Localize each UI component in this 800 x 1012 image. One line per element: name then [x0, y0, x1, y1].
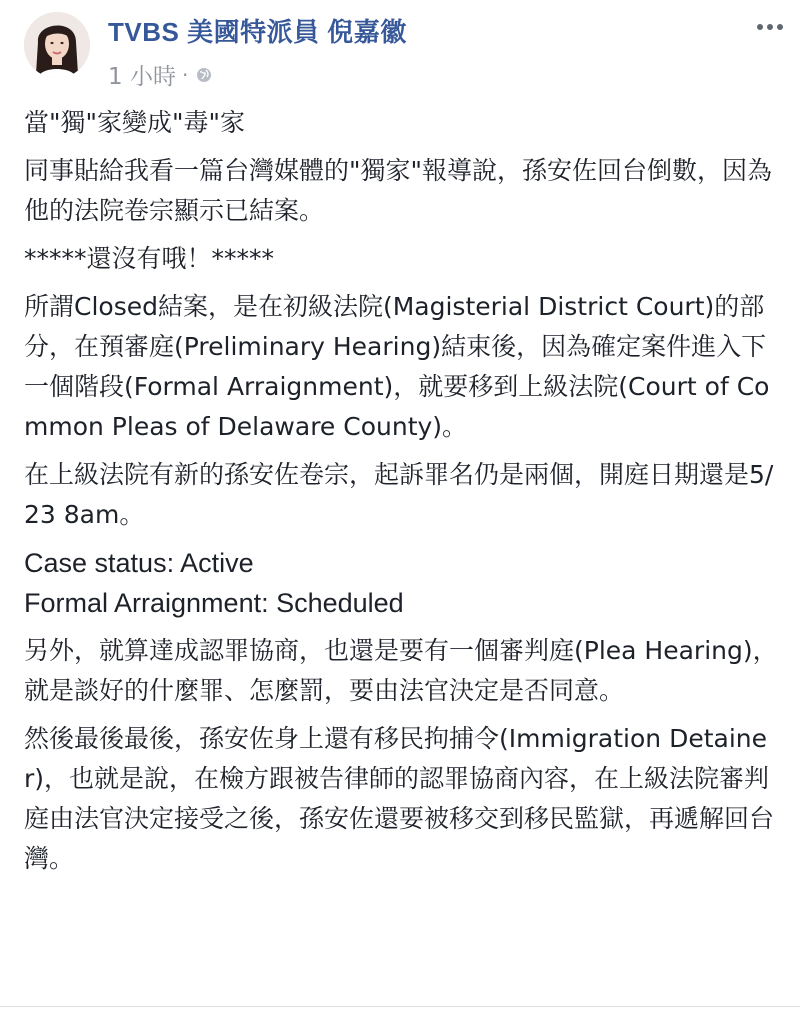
- more-options-icon[interactable]: [756, 18, 784, 30]
- post-paragraph: 另外，就算達成認罪協商，也還是要有一個審判庭(Plea Hearing)，就是談好的什麼罪、怎麼罰，要由法官決定是否同意。: [24, 636, 778, 705]
- meta-separator: ·: [181, 62, 189, 87]
- post-paragraph: 然後最後最後，孫安佐身上還有移民拘捕令(Immigration Detainer)，也就是說，在檢方跟被告律師的認罪協商內容，在上級法院審判庭由法官決定接受之後，孫安佐還要被移交到移民監獄，再遞解回台灣。: [24, 724, 775, 873]
- post-paragraph: 同事貼給我看一篇台灣媒體的"獨家"報導說，孫安佐回台倒數，因為他的法院卷宗顯示已結案。: [24, 156, 773, 225]
- author-name-link[interactable]: TVBS 美國特派員 倪嘉徽: [108, 17, 407, 47]
- formal-arraignment-line: Formal Arraignment: Scheduled: [24, 588, 404, 618]
- post-meta: [108, 58, 214, 91]
- post-paragraph: *****還沒有哦！*****: [24, 244, 275, 273]
- post-paragraph: 在上級法院有新的孫安佐卷宗，起訴罪名仍是兩個，開庭日期還是5/23 8am。: [24, 460, 774, 529]
- case-status-line: Case status: Active: [24, 548, 254, 578]
- globe-icon[interactable]: [194, 65, 214, 85]
- profile-photo: [24, 12, 90, 78]
- post-body: [24, 103, 784, 887]
- timestamp-link[interactable]: 1 小時: [108, 64, 176, 90]
- post-paragraph-title: 當"獨"家變成"毒"家: [24, 108, 245, 137]
- post-paragraph: 所謂Closed結案，是在初級法院(Magisterial District Court)的部分，在預審庭(Preliminary Hearing)結束後，因為確定案件進入下一個階段(Formal Arraignment)，就要移到上級法院(Court of Common Pleas of Delaware County)。: [24, 292, 770, 441]
- avatar[interactable]: [24, 12, 90, 78]
- post-divider: [0, 1006, 800, 1007]
- case-status-block: [24, 543, 784, 623]
- post-header: [24, 10, 784, 90]
